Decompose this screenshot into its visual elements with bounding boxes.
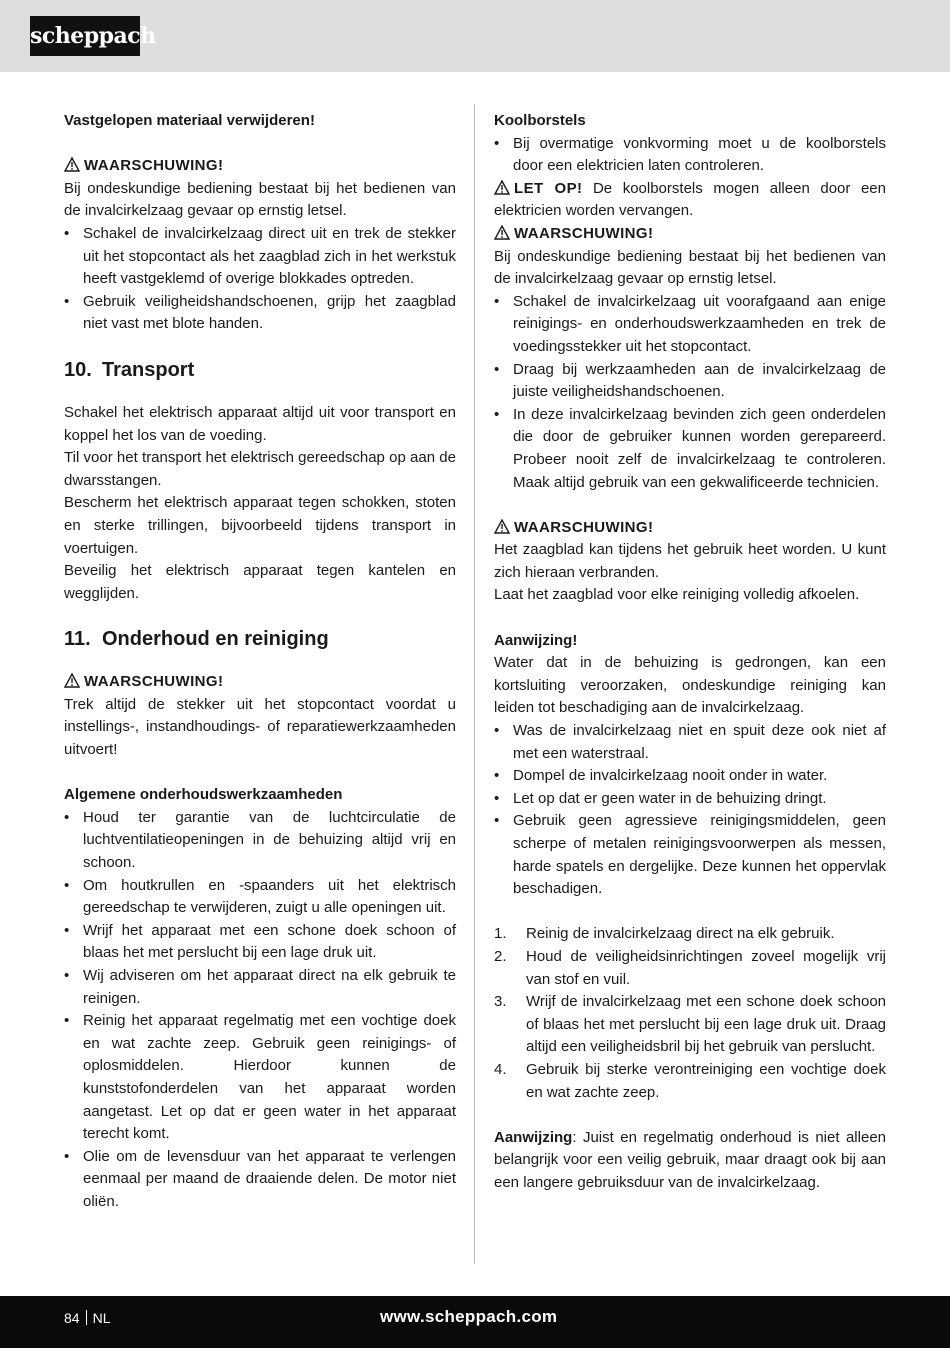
warning-label: WAARSCHUWING! [84, 157, 224, 175]
list-item: • In deze invalcirkelzaag bevinden zich geen onderdelen die door de gebruiker kunnen worden gerepareerd. Probeer nooit zelf de invalcirkelzaag te controleren. Maak altijd gebruik van een gekwalificeerde technicien. [494, 404, 886, 494]
section-heading-transport [64, 356, 456, 384]
warning-line [64, 671, 456, 694]
cleaning-steps [494, 923, 886, 1104]
page-indicator [64, 1310, 110, 1326]
warning-bullets [494, 291, 886, 494]
list-item: • Wij adviseren om het apparaat direct na elk gebruik te reinigen. [64, 965, 456, 1010]
language-code: NL [92, 1310, 111, 1326]
list-item: • Gebruik veiligheidshandschoenen, grijp het zaagblad niet vast met blote handen. [64, 291, 456, 336]
list-item: • Houd ter garantie van de luchtcirculatie de luchtventilatieopeningen in de behuizing altijd vrij en schoon. [64, 807, 456, 875]
brushes-bullets [494, 133, 886, 178]
list-item: • Schakel de invalcirkelzaag direct uit en trek de stekker uit het stopcontact als het zaagblad zich in het werkstuk heeft vastgeklemd of overige blokkades optreden. [64, 223, 456, 291]
note-label: Aanwijzing [494, 1128, 573, 1146]
list-item: • Gebruik geen agressieve reinigingsmiddelen, geen scherpe of metalen reinigingsvoorwerpen als messen, harde spatels en dergelijke. Deze kunnen het oppervlak beschadigen. [494, 810, 886, 900]
numbered-item [494, 1059, 886, 1104]
header-bar [0, 0, 950, 72]
column-divider [474, 104, 475, 1264]
list-item: • Reinig het apparaat regelmatig met een vochtige doek en wat zachte zeep. Gebruik geen reinigings- of oplosmiddelen. Hierdoor kunnen de kunststofonderdelen van het apparaat worden aangetast. Let op dat er geen water in het apparaat terecht komt. [64, 1010, 456, 1146]
step-text: Gebruik bij sterke verontreiniging een vochtige doek en wat zachte zeep. [526, 1060, 886, 1101]
step-text: Houd de veiligheidsinrichtingen zoveel mogelijk vrij van stof en vuil. [526, 947, 886, 988]
note-bullets [494, 720, 886, 901]
maintenance-warning-text: Trek altijd de stekker uit het stopcontact voordat u instellings-, instandhoudings- of reparatiewerkzaamheden uitvoert! [64, 695, 456, 759]
caution-text: De koolborstels mogen alleen door een elektricien worden vervangen. [494, 179, 886, 220]
list-item: • Dompel de invalcirkelzaag nooit onder in water. [494, 765, 886, 788]
section-heading-maintenance [64, 625, 456, 653]
list-item: • Was de invalcirkelzaag niet en spuit deze ook niet af met een waterstraal. [494, 720, 886, 765]
warning-line [494, 517, 886, 540]
step-text: Reinig de invalcirkelzaag direct na elk gebruik. [526, 925, 835, 943]
caution-label: LET OP! [514, 179, 583, 197]
numbered-item [494, 991, 886, 1059]
warning-line [64, 155, 456, 178]
step-number: 1. [494, 925, 507, 943]
step-number: 3. [494, 993, 507, 1011]
page-number: 84 [64, 1310, 80, 1326]
list-item: • Bij overmatige vonkvorming moet u de koolborstels door een elektricien laten controleren. [494, 133, 886, 178]
transport-paragraph: Til voor het transport het elektrisch gereedschap op aan de dwarsstangen. [64, 449, 456, 489]
general-maintenance-heading: Algemene onderhoudswerkzaamheden [64, 786, 343, 804]
section-number: 10. [64, 358, 92, 381]
jam-bullets [64, 223, 456, 336]
caution-line [494, 178, 886, 223]
right-column [494, 110, 886, 1195]
warning-icon [64, 673, 80, 688]
list-item: • Schakel de invalcirkelzaag uit voorafgaand aan enige reinigings- en onderhoudswerkzaamheden en trek de voedingsstekker uit het stopcontact. [494, 291, 886, 359]
numbered-item [494, 923, 886, 946]
warning-icon [64, 157, 80, 172]
footer-bar [0, 1296, 950, 1348]
footer-separator [86, 1310, 87, 1325]
list-item: • Draag bij werkzaamheden aan de invalcirkelzaag de juiste veiligheidshandschoenen. [494, 359, 886, 404]
transport-paragraph: Schakel het elektrisch apparaat altijd uit voor transport en koppel het los van de voeding. [64, 403, 456, 444]
final-note [494, 1127, 886, 1195]
transport-paragraph: Beveilig het elektrisch apparaat tegen kantelen en wegglijden. [64, 562, 456, 602]
jam-text: Bij ondeskundige bediening bestaat bij het bedienen van de invalcirkelzaag gevaar op ernstig letsel. [64, 179, 456, 220]
warning-text: Laat het zaagblad voor elke reiniging volledig afkoelen. [494, 586, 860, 604]
step-number: 4. [494, 1060, 507, 1078]
brushes-heading: Koolborstels [494, 112, 586, 129]
list-item: • Om houtkrullen en -spaanders uit het elektrisch gereedschap te verwijderen, zuigt u alle openingen uit. [64, 875, 456, 920]
warning-text: Het zaagblad kan tijdens het gebruik heet worden. U kunt zich hieraan verbranden. [494, 541, 886, 581]
note-heading: Aanwijzing! [494, 631, 578, 649]
transport-paragraph: Bescherm het elektrisch apparaat tegen schokken, stoten en sterke trillingen, bijvoorbeeld tijdens transport in voertuigen. [64, 494, 456, 557]
section-number: 11. [64, 628, 91, 651]
jam-heading: Vastgelopen materiaal verwijderen! [64, 112, 315, 129]
left-column [64, 110, 456, 1214]
section-title: Onderhoud en reiniging [102, 628, 329, 651]
numbered-item [494, 946, 886, 991]
list-item: • Olie om de levensduur van het apparaat te verlengen eenmaal per maand de draaiende delen. De motor niet oliën. [64, 1146, 456, 1214]
warning-label: WAARSCHUWING! [514, 224, 654, 242]
warning-icon [494, 519, 510, 534]
list-item: • Let op dat er geen water in de behuizing dringt. [494, 788, 886, 811]
warning-icon [494, 225, 510, 240]
step-text: Wrijf de invalcirkelzaag met een schone doek schoon of blaas het met perslucht bij een lage druk uit. Draag altijd een veiligheidsbril bij het gebruik van perslucht. [526, 993, 886, 1056]
note-text: : Juist en regelmatig onderhoud is niet alleen belangrijk voor een veilig gebruik, maar draagt ook bij aan een langere gebruiksduur van de invalcirkelzaag. [494, 1128, 886, 1191]
list-item: • Wrijf het apparaat met een schone doek schoon of blaas het met perslucht bij een lage druk uit. [64, 920, 456, 965]
warning-line [494, 223, 886, 246]
section-title: Transport [102, 358, 195, 381]
step-number: 2. [494, 947, 507, 965]
warning-label: WAARSCHUWING! [84, 673, 224, 691]
warning-text: Bij ondeskundige bediening bestaat bij het bedienen van de invalcirkelzaag gevaar op ernstig letsel. [494, 247, 886, 288]
general-maintenance-bullets [64, 807, 456, 1214]
warning-icon [494, 180, 510, 195]
warning-label: WAARSCHUWING! [514, 518, 654, 536]
brand-logo: scheppach [30, 16, 140, 56]
website-link[interactable]: www.scheppach.com [380, 1307, 558, 1326]
note-text: Water dat in de behuizing is gedrongen, kan een kortsluiting veroorzaken, ondeskundige reiniging kan leiden tot beschadiging aan de invalcirkelzaag. [494, 654, 886, 717]
